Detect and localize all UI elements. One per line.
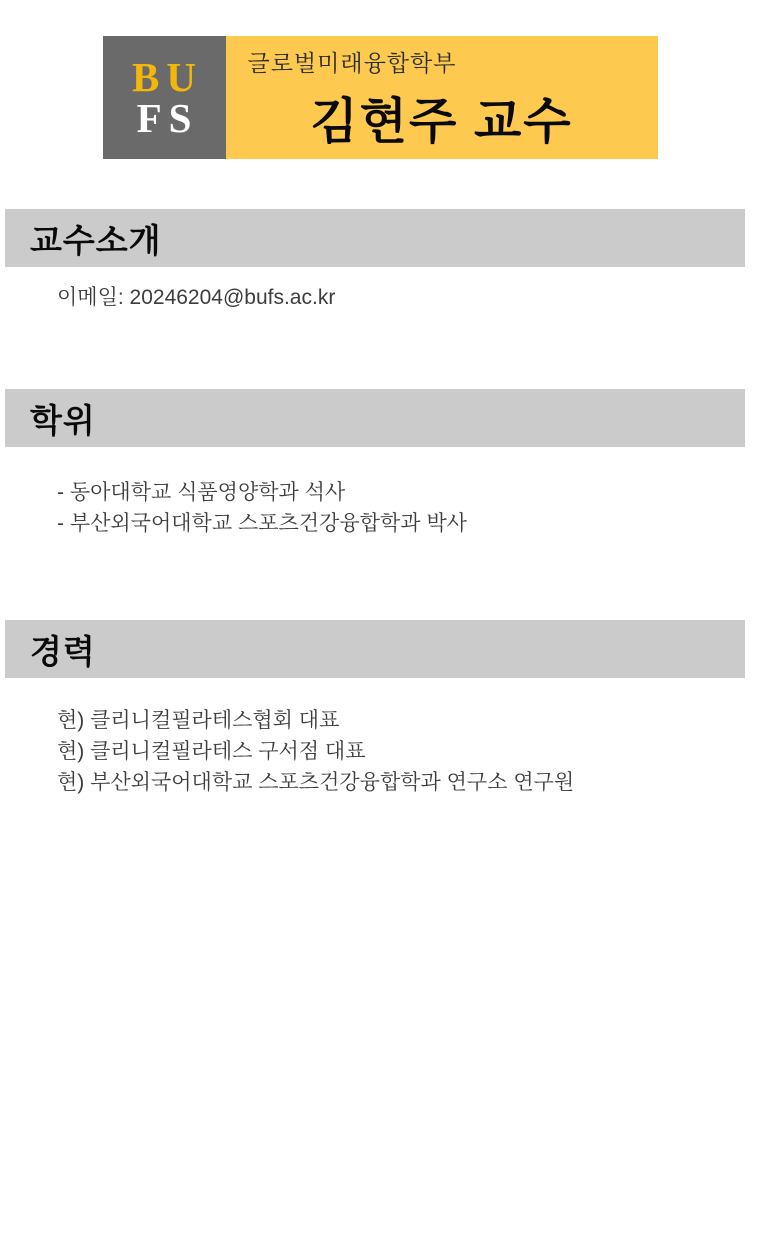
section-title-career: 경력 (5, 620, 745, 678)
degree-line: - 부산외국어대학교 스포츠건강융합학과 박사 (57, 512, 467, 535)
section-content-career (0, 705, 760, 798)
section-career (0, 620, 760, 798)
professor-name: 김현주 교수 (310, 95, 573, 149)
section-title-degrees: 학위 (5, 389, 745, 447)
section-degrees (0, 389, 760, 539)
career-line: 현) 부산외국어대학교 스포츠건강융합학과 연구소 연구원 (57, 771, 575, 794)
degree-line: - 동아대학교 식품영양학과 석사 (57, 481, 346, 504)
section-professor-intro (0, 209, 760, 313)
logo-text-bu: BU (132, 54, 203, 101)
section-title-intro: 교수소개 (5, 209, 745, 267)
department-name: 글로벌미래융합학부 (247, 50, 457, 76)
section-content-intro (0, 282, 760, 313)
header-banner (226, 36, 658, 159)
career-line: 현) 클리니컬필라테스 구서점 대표 (57, 740, 366, 763)
logo-text-fs: FS (136, 94, 199, 141)
email-line: 이메일: 20246204@bufs.ac.kr (57, 286, 336, 309)
professor-profile-page (0, 36, 760, 798)
bufs-logo (103, 36, 226, 159)
profile-header (103, 36, 658, 159)
career-line: 현) 클리니컬필라테스협회 대표 (57, 709, 340, 732)
section-content-degrees (0, 477, 760, 539)
